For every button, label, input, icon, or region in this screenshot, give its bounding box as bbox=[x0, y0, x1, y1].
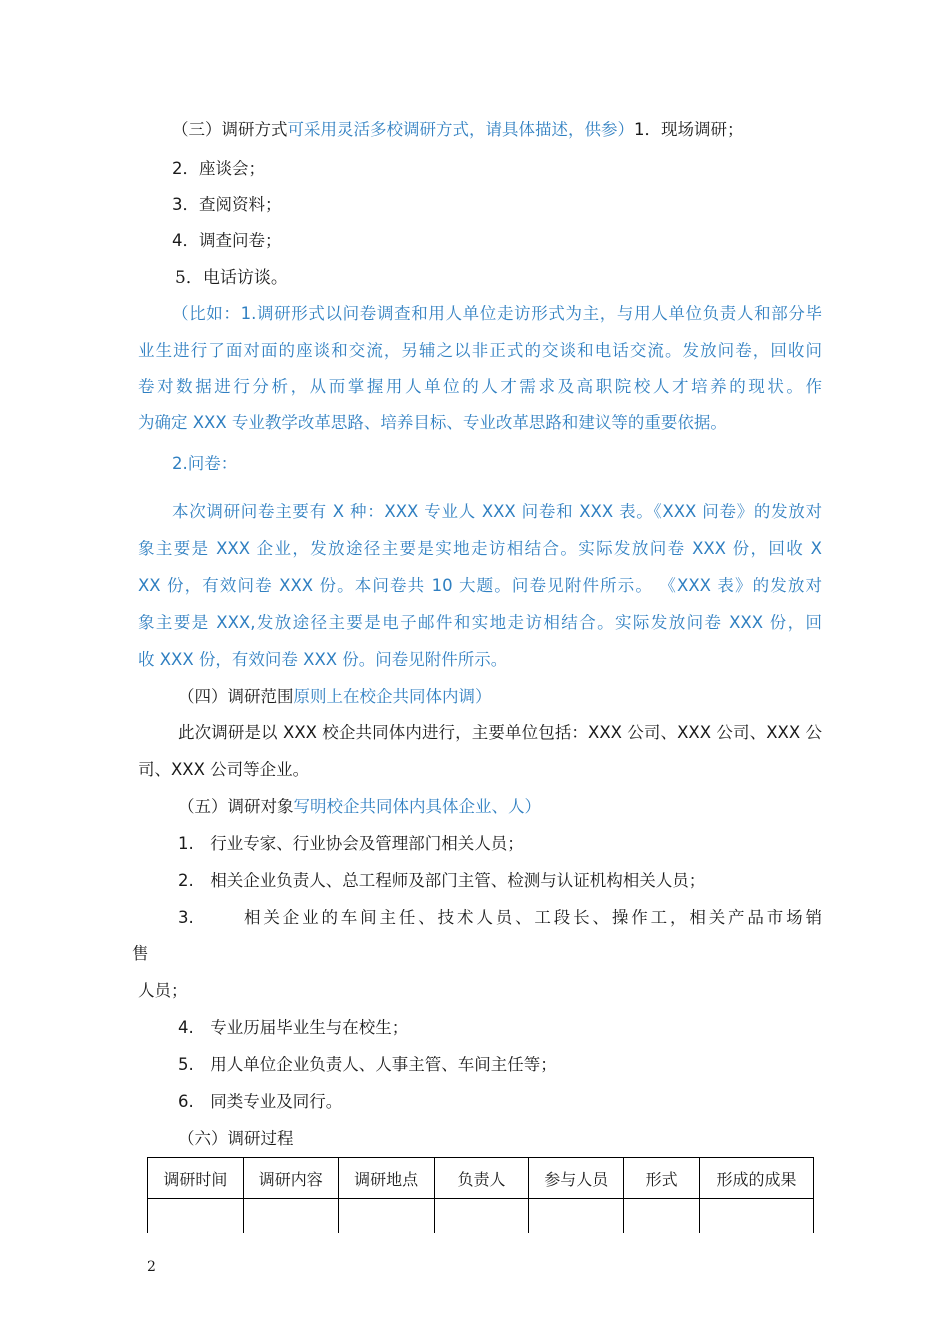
section5-heading: （五）调研对象 bbox=[178, 797, 294, 816]
page-number: 2 bbox=[147, 1259, 156, 1275]
questionnaire-heading: 2.问卷： bbox=[172, 454, 238, 473]
questionnaire-line5: 收 XXX 份，有效问卷 XXX 份。问卷见附件所示。 bbox=[138, 650, 508, 669]
questionnaire-line2: 象主要是 XXX 企业，发放途径主要是实地走访相结合。实际发放问卷 XXX 份，回收 X bbox=[138, 539, 822, 558]
section4-heading: （四）调研范围 bbox=[178, 687, 294, 706]
table-header-row bbox=[148, 1158, 814, 1199]
section5-item4: 4. 专业历届毕业生与在校生； bbox=[178, 1018, 409, 1037]
table-cell bbox=[624, 1199, 700, 1234]
section3-item3: 3．查阅资料； bbox=[172, 195, 282, 214]
section4-body-line2: 司、XXX 公司等企业。 bbox=[138, 760, 310, 779]
example-line1: （比如：1.调研形式以问卷调查和用人单位走访形式为主，与用人单位负责人和部分毕 bbox=[172, 304, 822, 323]
section5-line bbox=[178, 795, 541, 819]
section3-heading: （三）调研方式 bbox=[172, 120, 288, 139]
section5-item1: 1. 行业专家、行业协会及管理部门相关人员； bbox=[178, 834, 524, 853]
section5-item5: 5. 用人单位企业负责人、人事主管、车间主任等； bbox=[178, 1055, 557, 1074]
table-cell bbox=[434, 1199, 529, 1234]
questionnaire-line4: 象主要是 XXX,发放途径主要是电子邮件和实地走访相结合。实际发放问卷 XXX 份，回 bbox=[138, 613, 822, 632]
header-survey-content: 调研内容 bbox=[243, 1158, 338, 1199]
questionnaire-line1: 本次调研问卷主要有 X 种：XXX 专业人 XXX 问卷和 XXX 表。《XXX 问卷》的发放对 bbox=[172, 502, 822, 521]
table-cell bbox=[148, 1199, 244, 1234]
section4-note: 原则上在校企共同体内调） bbox=[293, 687, 492, 706]
header-participants: 参与人员 bbox=[529, 1158, 624, 1199]
section4-line bbox=[178, 685, 492, 709]
section5-item2: 2. 相关企业负责人、总工程师及部门主管、检测与认证机构相关人员； bbox=[178, 871, 706, 890]
example-line4: 为确定 XXX 专业教学改革思路、培养目标、专业改革思路和建议等的重要依据。 bbox=[138, 413, 727, 432]
section6-heading: （六）调研过程 bbox=[178, 1129, 294, 1148]
section5-item6: 6. 同类专业及同行。 bbox=[178, 1092, 343, 1111]
table-cell bbox=[243, 1199, 338, 1234]
questionnaire-line3: XX 份，有效问卷 XXX 份。本问卷共 10 大题。问卷见附件所示。 《XXX 表》的发放对 bbox=[138, 576, 822, 595]
survey-process-table bbox=[147, 1157, 814, 1233]
example-line3: 卷对数据进行分析，从而掌握用人单位的人才需求及高职院校人才培养的现状。作 bbox=[138, 377, 822, 396]
header-results: 形成的成果 bbox=[700, 1158, 814, 1199]
table-cell bbox=[700, 1199, 814, 1234]
header-person-in-charge: 负责人 bbox=[434, 1158, 529, 1199]
section5-item3-number: 3. bbox=[178, 908, 194, 927]
section3-line bbox=[172, 118, 744, 142]
header-survey-location: 调研地点 bbox=[338, 1158, 434, 1199]
section5-note: 写明校企共同体内具体企业、人） bbox=[293, 797, 541, 816]
section3-item4: 4．调查问卷； bbox=[172, 231, 282, 250]
section3-item2: 2．座谈会； bbox=[172, 159, 265, 178]
table-cell bbox=[338, 1199, 434, 1234]
section5-item3-text: 相关企业的车间主任、技术人员、工段长、操作工，相关产品市场销 bbox=[244, 908, 822, 927]
section4-body-line1: 此次调研是以 XXX 校企共同体内进行，主要单位包括：XXX 公司、XXX 公司、XXX 公 bbox=[178, 723, 822, 742]
section3-item5: 5．电话访谈。 bbox=[175, 268, 288, 288]
section3-item1: 1．现场调研； bbox=[634, 120, 744, 139]
table-row bbox=[148, 1199, 814, 1234]
example-line2: 业生进行了面对面的座谈和交流，另辅之以非正式的交谈和电话交流。发放问卷，回收问 bbox=[138, 341, 822, 360]
section3-note: 可采用灵活多校调研方式，请具体描述，供参） bbox=[287, 120, 634, 139]
header-format: 形式 bbox=[624, 1158, 700, 1199]
header-survey-time: 调研时间 bbox=[148, 1158, 244, 1199]
table-cell bbox=[529, 1199, 624, 1234]
section5-item3-wrap2: 人员； bbox=[138, 981, 188, 1000]
section5-item3-wrap1: 售 bbox=[132, 944, 149, 963]
